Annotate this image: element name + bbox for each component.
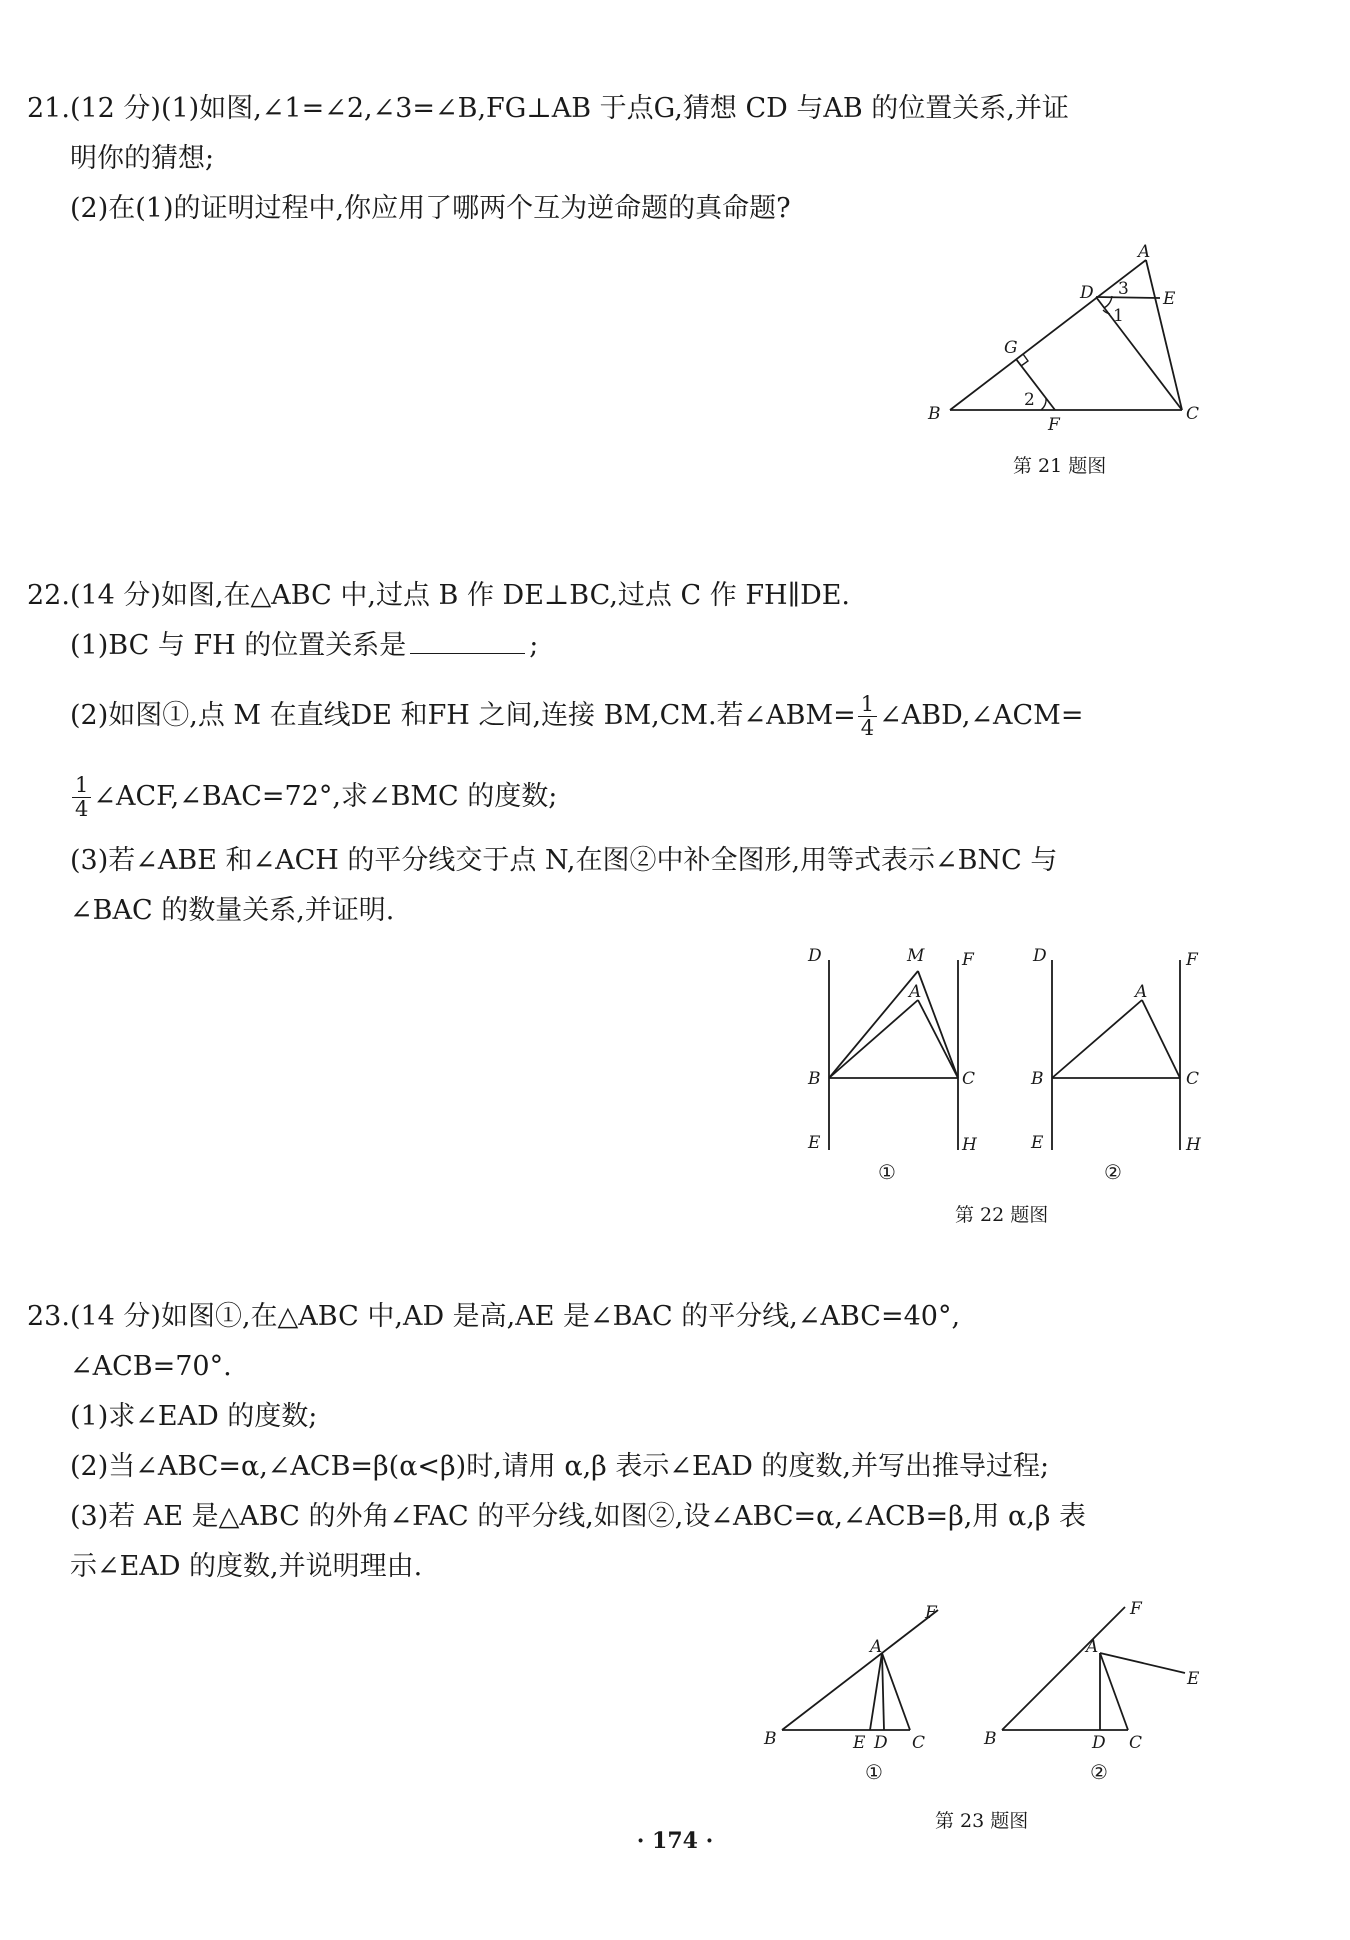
q21-figure-caption: 第 21 题图 — [1013, 455, 1107, 477]
q22-line-4-text: ∠ACF,∠BAC=72°,求∠BMC 的度数; — [93, 781, 558, 812]
q23-f1-point-d: D — [874, 1733, 888, 1753]
q22-line-1: 22.(14 分)如图,在△ABC 中,过点 B 作 DE⊥BC,过点 C 作 FH∥DE. — [27, 580, 851, 611]
q23-f2-point-b: B — [984, 1729, 997, 1749]
q22-line-3-end: ∠ABD,∠ACM= — [879, 700, 1084, 731]
q22-f1-point-f: F — [962, 950, 974, 970]
q22-fraction-2-den: 4 — [75, 797, 89, 821]
q23-line-1: 23.(14 分)如图①,在△ABC 中,AD 是高,AE 是∠BAC 的平分线,∠ABC=40°, — [27, 1301, 961, 1332]
q23-f1-label: ① — [865, 1760, 883, 1784]
q22-f1-point-e: E — [808, 1133, 821, 1153]
q23-f2-point-e: E — [1187, 1669, 1200, 1689]
q23-f2-point-f: F — [1130, 1599, 1142, 1619]
q23-line-4: (2)当∠ABC=α,∠ACB=β(α<β)时,请用 α,β 表示∠EAD 的度数,并写出推导过程; — [70, 1451, 1050, 1482]
q21-line-1: 21.(12 分)(1)如图,∠1=∠2,∠3=∠B,FG⊥AB 于点G,猜想 CD 与AB 的位置关系,并证 — [27, 93, 1069, 124]
q21-angle-1: 1 — [1113, 306, 1124, 326]
q22-f2-point-a: A — [1135, 982, 1148, 1002]
q22-f2-point-h: H — [1186, 1135, 1201, 1155]
q22-f1-point-m: M — [907, 946, 925, 966]
q21-point-b: B — [928, 404, 941, 424]
q22-line-3-text: (2)如图①,点 M 在直线DE 和FH 之间,连接 BM,CM.若∠ABM= — [70, 700, 856, 731]
q22-f2-label: ② — [1104, 1160, 1122, 1184]
q23-f2-point-a: A — [1086, 1637, 1099, 1657]
q21-angle-3: 3 — [1118, 279, 1129, 299]
q22-f1-point-d: D — [808, 946, 822, 966]
q23-f1-point-e: E — [853, 1733, 866, 1753]
q22-line-2-end: ; — [529, 630, 539, 661]
q22-figure-caption: 第 22 题图 — [955, 1204, 1049, 1226]
q22-line-6: ∠BAC 的数量关系,并证明. — [70, 895, 395, 926]
q22-f1-point-b: B — [808, 1069, 821, 1089]
q21-point-a: A — [1138, 242, 1151, 262]
q22-line-5: (3)若∠ABE 和∠ACH 的平分线交于点 N,在图②中补全图形,用等式表示∠BNC 与 — [70, 845, 1058, 876]
q22-f1-label: ① — [878, 1160, 896, 1184]
q22-f1-point-a: A — [909, 982, 922, 1002]
q22-f2-point-d: D — [1033, 946, 1047, 966]
q22-fraction-1-num: 1 — [858, 694, 877, 717]
q22-f2-point-e: E — [1031, 1133, 1044, 1153]
q23-line-5: (3)若 AE 是△ABC 的外角∠FAC 的平分线,如图②,设∠ABC=α,∠ACB=β,用 α,β 表 — [70, 1501, 1086, 1532]
q23-f1-point-a: A — [870, 1637, 883, 1657]
q23-f2-point-c: C — [1129, 1733, 1143, 1753]
q22-f1-point-h: H — [962, 1135, 977, 1155]
q23-line-6: 示∠EAD 的度数,并说明理由. — [70, 1551, 423, 1582]
q21-point-d: D — [1080, 283, 1094, 303]
q23-f1-point-f: F — [925, 1603, 937, 1623]
q21-line-2: 明你的猜想; — [70, 143, 215, 174]
q22-fraction-1-den: 4 — [860, 716, 875, 740]
q22-fraction-2-num: 1 — [72, 775, 91, 798]
q22-f2-point-c: C — [1186, 1069, 1200, 1089]
q23-f2-label: ② — [1090, 1760, 1108, 1784]
q21-point-c: C — [1186, 404, 1200, 424]
q23-line-2: ∠ACB=70°. — [70, 1351, 232, 1382]
q21-point-g: G — [1004, 338, 1018, 358]
q21-angle-2: 2 — [1024, 390, 1035, 410]
q21-point-e: E — [1163, 289, 1176, 309]
q23-f1-point-b: B — [764, 1729, 777, 1749]
q21-point-f: F — [1048, 415, 1060, 435]
q23-f1-point-c: C — [912, 1733, 926, 1753]
page-number: · 174 · — [636, 1828, 714, 1854]
q23-line-3: (1)求∠EAD 的度数; — [70, 1401, 318, 1432]
q22-f1-point-c: C — [962, 1069, 976, 1089]
q22-f2-point-f: F — [1186, 950, 1198, 970]
q22-f2-point-b: B — [1031, 1069, 1044, 1089]
q21-line-3: (2)在(1)的证明过程中,你应用了哪两个互为逆命题的真命题? — [70, 193, 791, 224]
q23-figure-caption: 第 23 题图 — [935, 1810, 1029, 1832]
q23-f2-point-d: D — [1092, 1733, 1106, 1753]
q22-line-2-text: (1)BC 与 FH 的位置关系是 — [70, 630, 407, 661]
